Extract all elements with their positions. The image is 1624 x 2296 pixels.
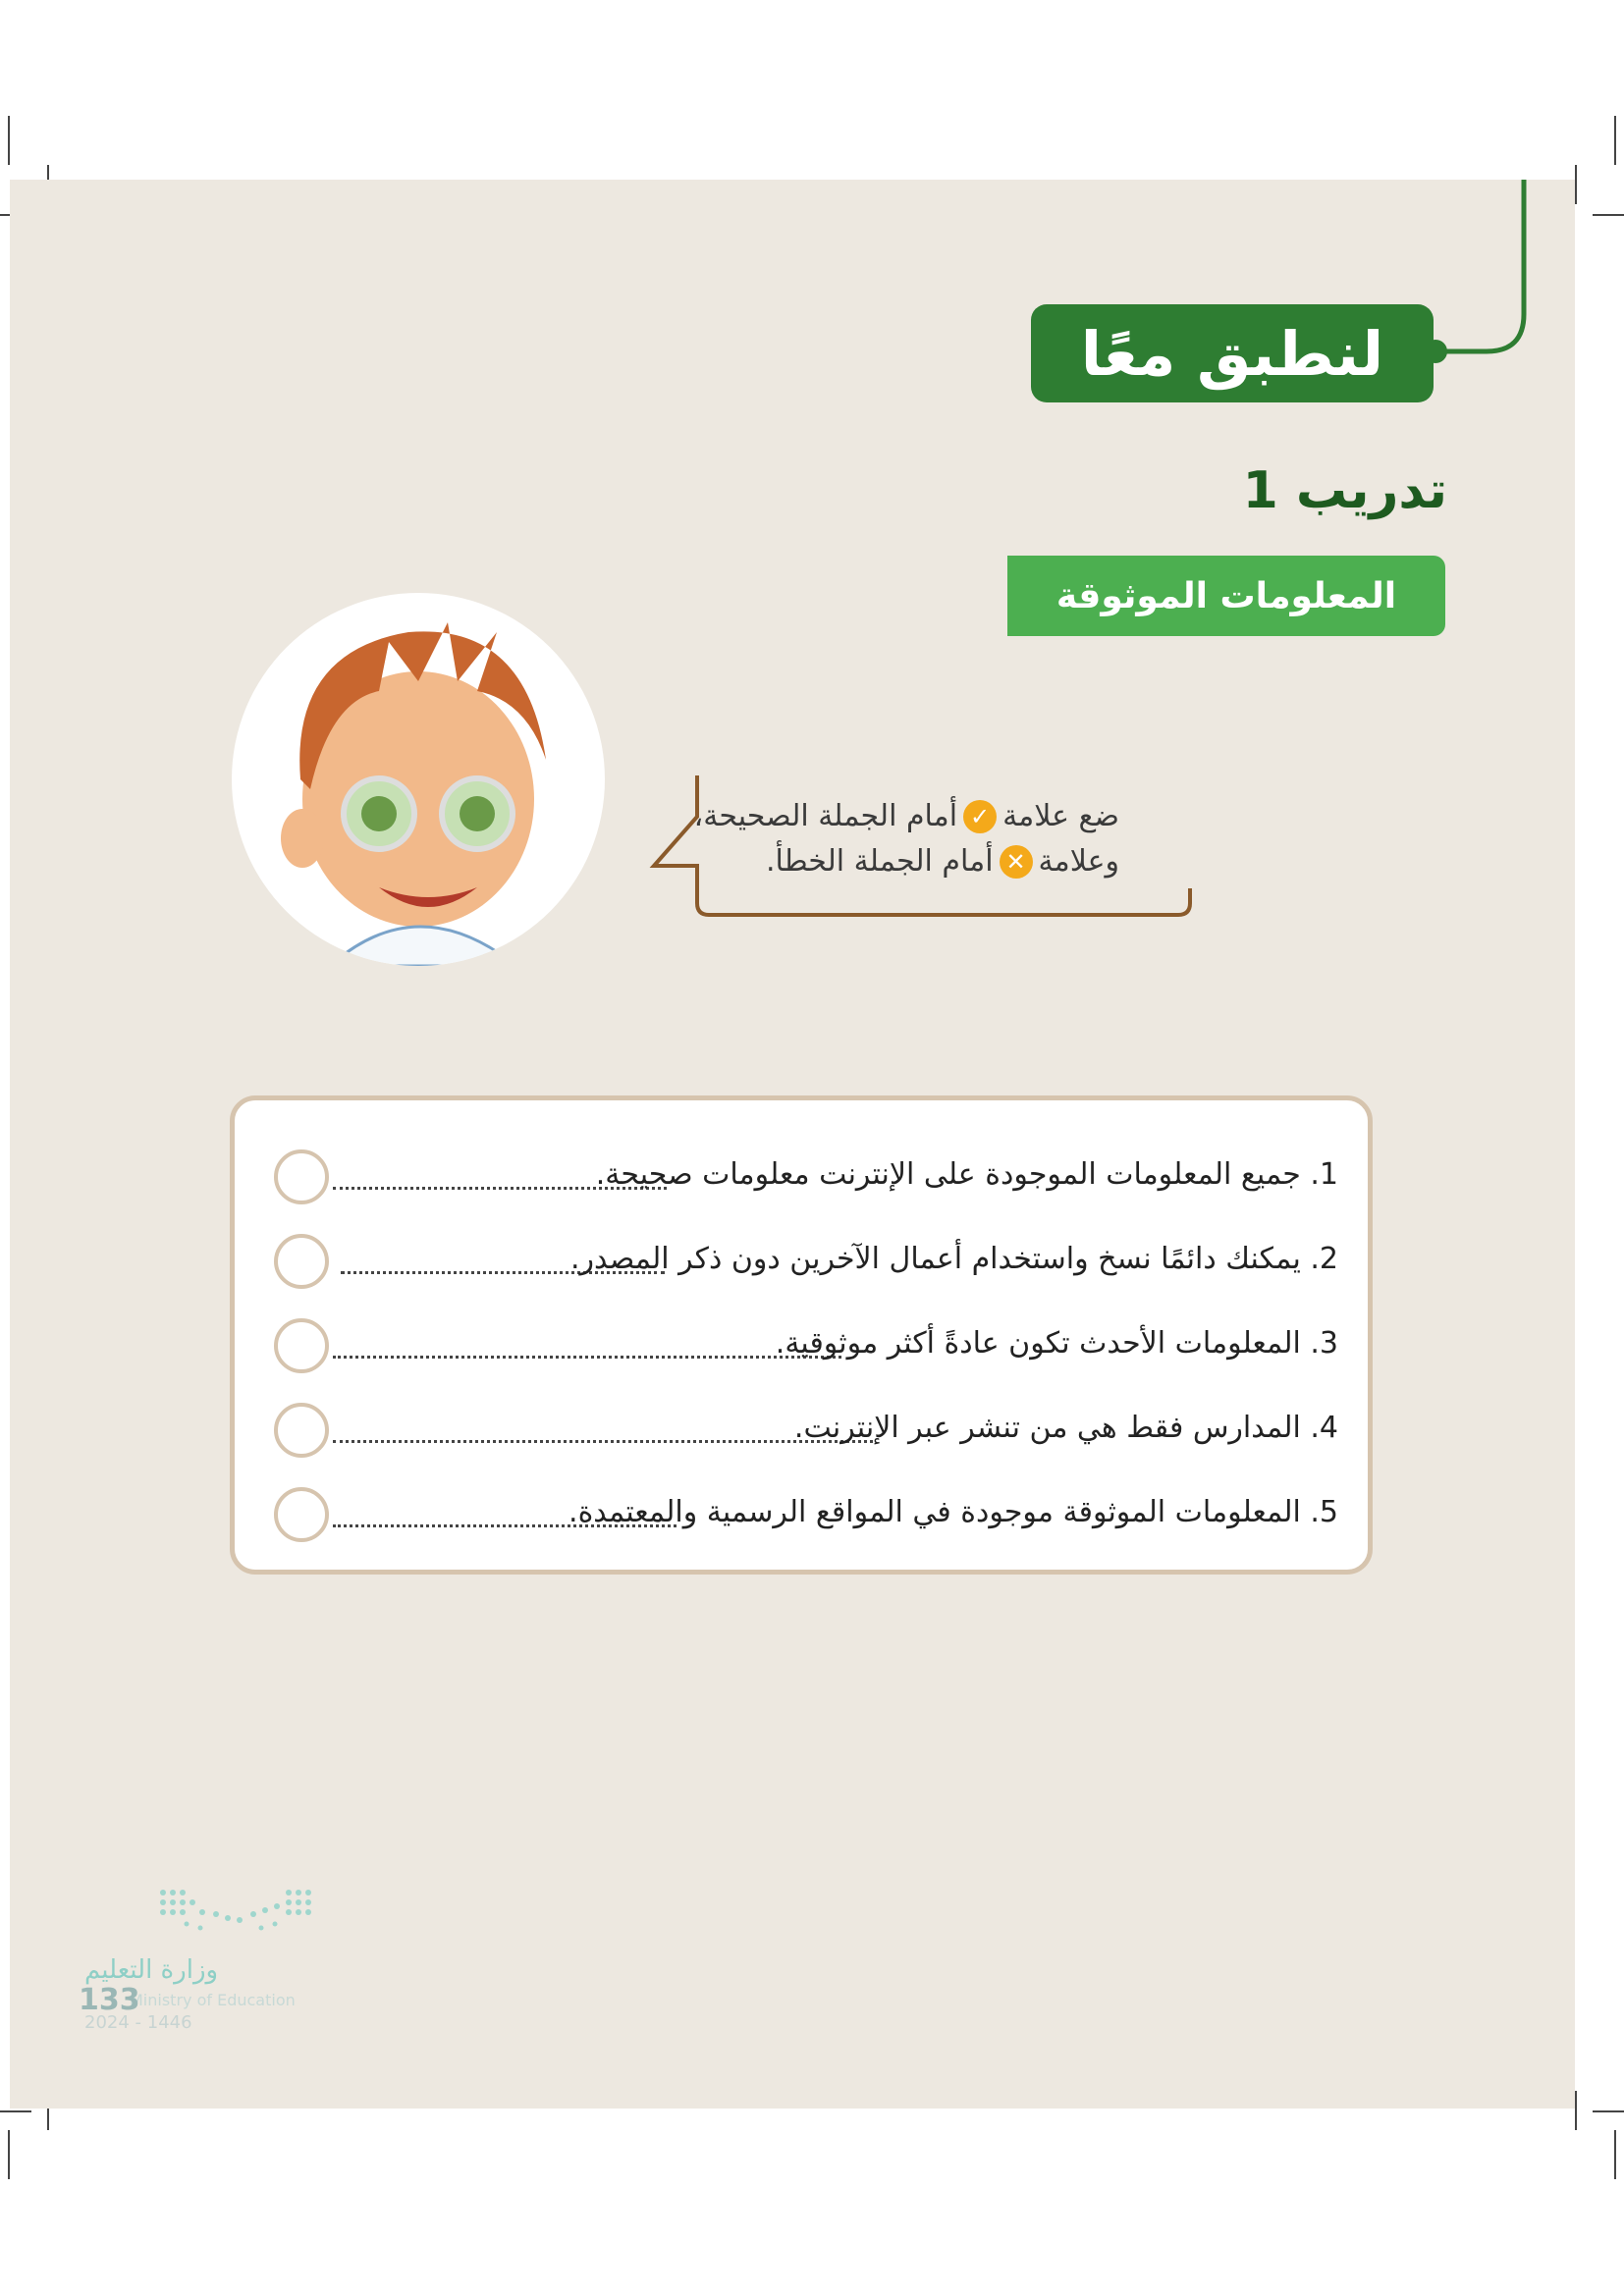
questions-card: [230, 1095, 1373, 1575]
ministry-dots-emblem-icon: [157, 1885, 314, 1944]
crop-mark: [1614, 2130, 1616, 2179]
answer-circle[interactable]: [274, 1403, 329, 1458]
question-text: 4. المدارس فقط هي من تنشر عبر الإنترنت.: [793, 1411, 1338, 1445]
answer-circle[interactable]: [274, 1149, 329, 1204]
question-row: [235, 1230, 1368, 1299]
question-text: 3. المعلومات الأحدث تكون عادةً أكثر موثوقية.: [775, 1326, 1338, 1361]
academic-year: 2024 - 1446: [84, 2012, 192, 2033]
crop-mark: [0, 2110, 31, 2112]
crop-mark: [1575, 2091, 1577, 2130]
question-text: 2. يمكنك دائمًا نسخ واستخدام أعمال الآخرين دون ذكر المصدر.: [569, 1242, 1338, 1276]
crop-mark: [8, 116, 10, 165]
boy-character-avatar: [232, 593, 605, 966]
ministry-name-arabic: وزارة التعليم: [84, 1955, 219, 1985]
dotted-line: [333, 1440, 873, 1443]
answer-circle[interactable]: [274, 1318, 329, 1373]
instruction-speech-bubble: [648, 775, 1198, 923]
page-number: 133: [79, 1983, 140, 2017]
crop-mark: [1593, 214, 1624, 216]
crop-mark: [1575, 165, 1577, 204]
instruction-text: أمام الجملة الخطأ.: [766, 844, 994, 879]
instruction-text: أمام الجملة الصحيحة،: [693, 799, 958, 833]
instruction-line-2: [766, 844, 1119, 879]
question-row: [235, 1314, 1368, 1383]
page-title: لنطبق معًا: [1031, 304, 1434, 402]
instruction-line-1: [694, 799, 1119, 833]
question-text: 5. المعلومات الموثوقة موجودة في المواقع الرسمية والمعتمدة.: [568, 1495, 1338, 1529]
instruction-text: ضع علامة: [1002, 799, 1119, 833]
check-circle-icon: ✓: [963, 800, 997, 833]
ministry-name-english: Ministry of Education: [130, 1991, 296, 2009]
exercise-title: تدريب 1: [1242, 461, 1447, 520]
crop-mark: [8, 2130, 10, 2179]
question-row: [235, 1399, 1368, 1468]
question-text: 1. جميع المعلومات الموجودة على الإنترنت معلومات صحيحة.: [595, 1157, 1338, 1192]
cross-circle-icon: ✕: [1000, 845, 1033, 879]
topic-label: المعلومات الموثوقة: [1007, 556, 1445, 636]
answer-circle[interactable]: [274, 1234, 329, 1289]
question-row: [235, 1146, 1368, 1214]
ministry-logo: [79, 1885, 295, 2032]
crop-mark: [1593, 2110, 1624, 2112]
question-row: [235, 1483, 1368, 1552]
crop-mark: [1614, 116, 1616, 165]
instruction-text: وعلامة: [1038, 844, 1119, 879]
dotted-line: [333, 1356, 841, 1359]
answer-circle[interactable]: [274, 1487, 329, 1542]
